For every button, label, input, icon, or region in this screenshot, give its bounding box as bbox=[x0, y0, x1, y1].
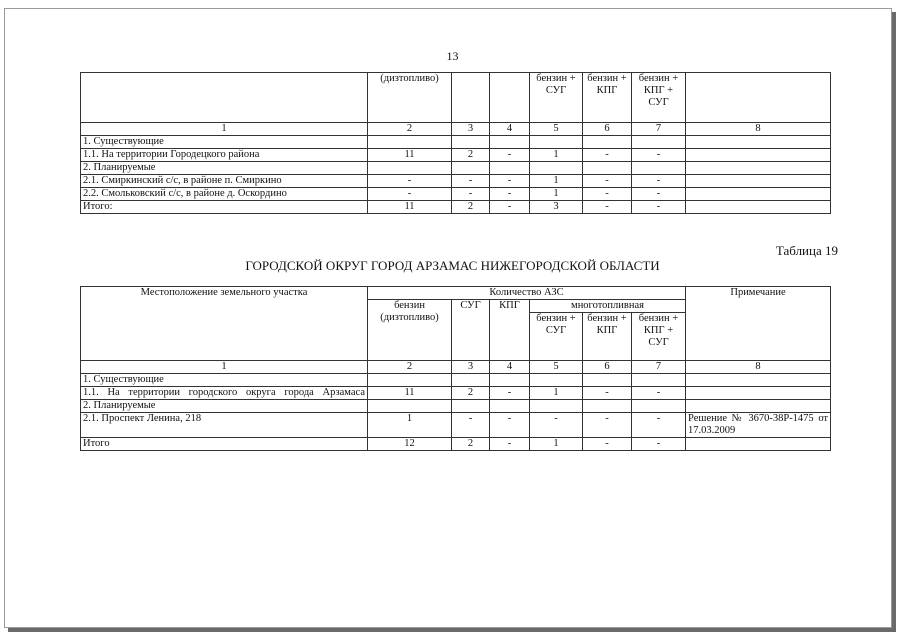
table-row: 2.2. Смольковский с/с, в районе д. Оскордино - - - 1 - - bbox=[81, 188, 831, 201]
table-caption: Таблица 19 bbox=[775, 243, 838, 258]
table-row: Итого: 11 2 - 3 - - bbox=[81, 201, 831, 214]
table-row: 1.1. На территории городского округа города Арзамаса 11 2 - 1 - - bbox=[81, 387, 831, 400]
table-row: 2.1. Смиркинский с/с, в районе п. Смиркино - - - 1 - - bbox=[81, 175, 831, 188]
section-title: ГОРОДСКОЙ ОКРУГ ГОРОД АРЗАМАС НИЖЕГОРОДСКОЙ ОБЛАСТИ bbox=[245, 258, 660, 273]
page-number: 13 bbox=[446, 49, 459, 63]
table-row: 1. Существующие bbox=[81, 374, 831, 387]
table-row: 2. Планируемые bbox=[81, 162, 831, 175]
table-top bbox=[80, 72, 831, 214]
table-row: 2. Планируемые bbox=[81, 400, 831, 413]
table-header-row bbox=[81, 73, 831, 123]
header-location: Местоположение земельного участка bbox=[81, 287, 368, 361]
table-row: 1.1. На территории Городецкого района 11 2 - 1 - - bbox=[81, 149, 831, 162]
column-numbers-row: 1 2 3 4 5 6 7 8 bbox=[81, 361, 831, 374]
header-cell: бензин + СУГ bbox=[530, 73, 583, 123]
header-cell: (дизтопливо) bbox=[368, 73, 452, 123]
table-header-row bbox=[81, 287, 831, 300]
header-cell: бензин + КПГ bbox=[583, 73, 632, 123]
header-cell: бензин + КПГ + СУГ bbox=[632, 73, 686, 123]
note-cell: Решение № 3670-38Р-1475 от 17.03.2009 bbox=[686, 413, 831, 438]
table-row: 2.1. Проспект Ленина, 218 1 - - - - - Решение № 3670-38Р-1475 от 17.03.2009 bbox=[81, 413, 831, 438]
table-19 bbox=[80, 286, 831, 451]
table-row: 1. Существующие bbox=[81, 136, 831, 149]
column-numbers-row: 1 2 3 4 5 6 7 8 bbox=[81, 123, 831, 136]
table-header-row: бензин (дизтопливо) СУГ КПГ многотопливная bbox=[81, 300, 831, 313]
header-count: Количество АЗС bbox=[368, 287, 686, 300]
header-note: Примечание bbox=[686, 287, 831, 361]
table-header-row: бензин + СУГ бензин + КПГ бензин + КПГ + СУГ bbox=[81, 313, 831, 361]
table-row: Итого 12 2 - 1 - - bbox=[81, 438, 831, 451]
